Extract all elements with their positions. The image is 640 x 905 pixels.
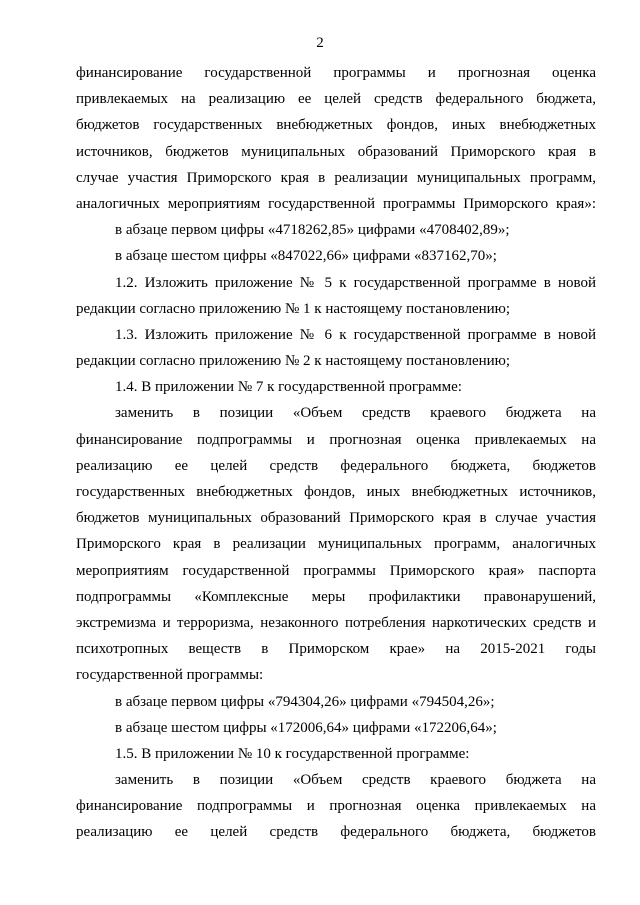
text-line: мероприятиям государственной программы Приморского края» паспорта [76,562,596,579]
text-line: государственных внебюджетных фондов, иных внебюджетных источников, [76,484,596,500]
text-line: 1.5. В приложении № 10 к государственной программе: [115,745,470,762]
text-line: в абзаце шестом цифры «172006,64» цифрами «172206,64»; [115,719,497,736]
text-line: привлекаемых на реализацию ее целей средств федерального бюджета, [76,91,596,108]
text-line: 1.3. Изложить приложение № 6 к государственной программе в новой [115,326,596,343]
text-line: в абзаце шестом цифры «847022,66» цифрами «837162,70»; [115,248,497,265]
text-line: бюджетов государственных внебюджетных фондов, иных внебюджетных [76,117,596,134]
page-number: 2 [316,35,324,51]
text-line: редакции согласно приложению № 2 к настоящему постановлению; [76,353,511,370]
text-line: заменить в позиции «Объем средств краевого бюджета на [115,405,596,422]
text-line: в абзаце первом цифры «4718262,85» цифрами «4708402,89»; [115,222,510,239]
text-line: государственной программы: [76,667,264,684]
text-line: 1.4. В приложении № 7 к государственной программе: [115,379,462,396]
text-line: подпрограммы «Комплексные меры профилактики правонарушений, [76,588,596,605]
text-line: аналогичных мероприятиям государственной программы Приморского края»: [76,195,596,212]
text-line: источников, бюджетов муниципальных образований Приморского края в [76,143,596,160]
text-line: финансирование государственной программы и прогнозная оценка [76,65,596,81]
text-line: финансирование подпрограммы и прогнозная оценка привлекаемых на [76,798,596,815]
text-line: реализацию ее целей средств федерального бюджета, бюджетов [76,457,596,474]
text-line: в абзаце первом цифры «794304,26» цифрами «794504,26»; [115,693,495,710]
text-line: бюджетов муниципальных образований Приморского края в случае участия [76,510,596,527]
text-line: 1.2. Изложить приложение № 5 к государственной программе в новой [115,274,596,291]
document-body [76,60,596,846]
text-line: редакции согласно приложению № 1 к настоящему постановлению; [76,300,511,317]
text-line: Приморского края в реализации муниципальных программ, аналогичных [76,536,596,553]
text-line: заменить в позиции «Объем средств краевого бюджета на [115,772,596,789]
text-line: случае участия Приморского края в реализации муниципальных программ, [76,169,596,186]
text-line: финансирование подпрограммы и прогнозная оценка привлекаемых на [76,431,596,448]
text-line: экстремизма и терроризма, незаконного потребления наркотических средств и [76,614,596,631]
text-line: психотропных веществ в Приморском крае» на 2015-2021 годы [76,641,596,658]
text-line: реализацию ее целей средств федерального бюджета, бюджетов [76,824,596,841]
